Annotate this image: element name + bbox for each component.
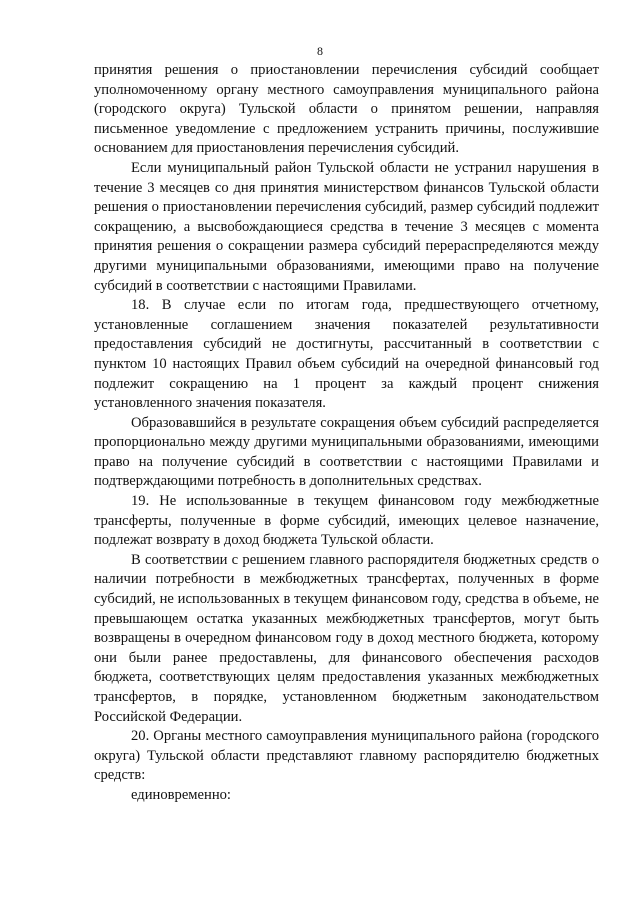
paragraph-item-19: 19. Не использованные в текущем финансовом году межбюджетные трансферты, полученные в форме субсидий, имеющих целевое назначение, подлежат возврату в доход бюджета Тульской области. [94, 493, 599, 549]
paragraph-redistribution: Образовавшийся в результате сокращения объем субсидий распределяется пропорционально между другими муниципальными образованиями, имеющими право на получение субсидий в соответствии с настоящими Правилами и подтверждающими потребность в дополнительных средствах. [94, 414, 599, 490]
document-body [94, 61, 599, 806]
page-number: 8 [317, 44, 323, 58]
paragraph-violation-term: Если муниципальный район Тульской области не устранил нарушения в течение 3 месяцев со дня принятия министерством финансов Тульской области решения о приостановлении перечисления субсидий, размер субсидий подлежит сокращению, а высвобождающиеся средства в течение 3 месяцев с момента принятия решения о сокращении размера субсидий перераспределяются между другими муниципальными образованиями, имеющими право на получение субсидий в соответствии с настоящими Правилами. [94, 159, 599, 294]
paragraph-return-of-funds: В соответствии с решением главного распорядителя бюджетных средств о наличии потребности в межбюджетных трансфертах, полученных в форме субсидий, не использованных в текущем финансовом году, средства в объеме, не превышающем остатка указанных межбюджетных трансфертов, могут быть возвращены в очередном финансовом году в доход местного бюджета, которому они были ранее предоставлены, для финансового обеспечения расходов бюджета, соответствующих целям предоставления указанных межбюджетных трансфертов, в порядке, установленном бюджетным законодательством Российской Федерации. [94, 551, 599, 725]
paragraph-item-20: 20. Органы местного самоуправления муниципального района (городского округа) Тульской области представляют главному распорядителю бюджетных средств: [94, 728, 599, 784]
paragraph-item-18: 18. В случае если по итогам года, предшествующего отчетному, установленные соглашением значения показателей результативности предоставления субсидий не достигнуты, рассчитанный в соответствии с пунктом 10 настоящих Правил объем субсидий на очередной финансовый год подлежит сокращению на 1 процент за каждый процент снижения установленного значения показателя. [94, 297, 599, 412]
paragraph-one-time: единовременно: [131, 786, 231, 803]
paragraph-continuation: принятия решения о приостановлении перечисления субсидий сообщает уполномоченному органу местного самоуправления муниципального района (городского округа) Тульской области о принятом решении, направляя письменное уведомление с предложением устранить причины, послужившие основанием для приостановления перечисления субсидий. [94, 62, 599, 157]
